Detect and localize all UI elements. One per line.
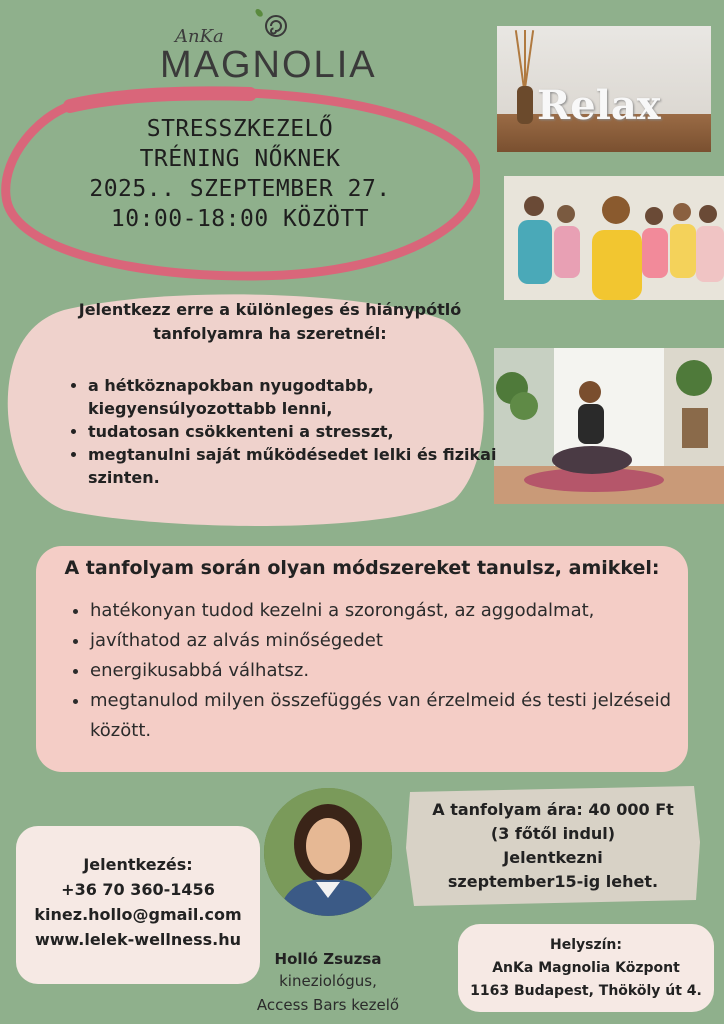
group-people-image [504,176,724,300]
location-info [458,934,714,1003]
methods-heading: A tanfolyam során olyan módszereket tanulsz, amikkel: [64,557,660,579]
intro-text: Jelentkezz erre a különleges és hiánypótló tanfolyamra ha szeretnél: [78,300,462,343]
price-line: A tanfolyam ára: 40 000 Ft [432,800,674,819]
price-line: (3 főtől indul) [490,824,616,843]
intro-list [60,374,508,489]
list-item: • javíthatod az alvás minőségedet [90,626,690,656]
spiral-leaf-icon [250,6,290,40]
title-line: 10:00-18:00 KÖZÖTT [110,206,370,232]
methods-list [70,596,690,746]
page-title [30,114,450,234]
contact-info [16,852,260,952]
contact-label: Jelentkezés: [83,855,193,874]
person-role: Access Bars kezelő [256,996,400,1014]
price-line: Jelentkezni [503,848,603,867]
title-line: TRÉNING NŐKNEK [139,146,341,172]
list-item: • energikusabbá válhatsz. [90,656,690,686]
person-name: Holló Zsuzsa [274,950,382,968]
portrait-image [264,788,392,916]
relax-photo [497,26,711,152]
group-meditation-photo [504,176,724,300]
contact-website[interactable]: www.lelek-wellness.hu [34,930,242,949]
yoga-meditation-photo [494,348,724,504]
logo-brand: MAGNOLIA [160,44,377,86]
relax-sign: Relax [537,82,661,129]
title-line: STRESSZKEZELŐ [146,116,334,142]
location-label: Helyszín: [550,937,622,953]
yoga-woman-image [494,348,724,504]
list-item: • megtanulni saját működésedet lelki és fizikai szinten. [88,443,508,489]
logo [150,6,390,88]
location-address: 1163 Budapest, Thököly út 4. [470,983,702,999]
price-info [404,798,702,894]
contact-phone[interactable]: +36 70 360-1456 [61,880,215,899]
contact-email[interactable]: kinez.hollo@gmail.com [34,905,242,924]
location-venue: AnKa Magnolia Központ [492,960,680,976]
reed-diffuser-image [517,30,531,122]
logo-script: AnKa [175,26,224,47]
title-line: 2025.. SZEPTEMBER 27. [89,176,391,202]
list-item: • hatékonyan tudod kezelni a szorongást, az aggodalmat, [90,596,690,626]
list-item: • megtanulod milyen összefüggés van érzelmeid és testi jelzéseid között. [90,686,690,746]
person-role: kineziológus, [279,972,377,990]
list-item: • tudatosan csökkenteni a stresszt, [88,420,508,443]
list-item: • a hétköznapokban nyugodtabb, kiegyensúlyozottabb lenni, [88,374,508,420]
title-block [0,86,480,286]
price-line: szeptember15-ig lehet. [447,872,659,891]
avatar [264,788,392,916]
